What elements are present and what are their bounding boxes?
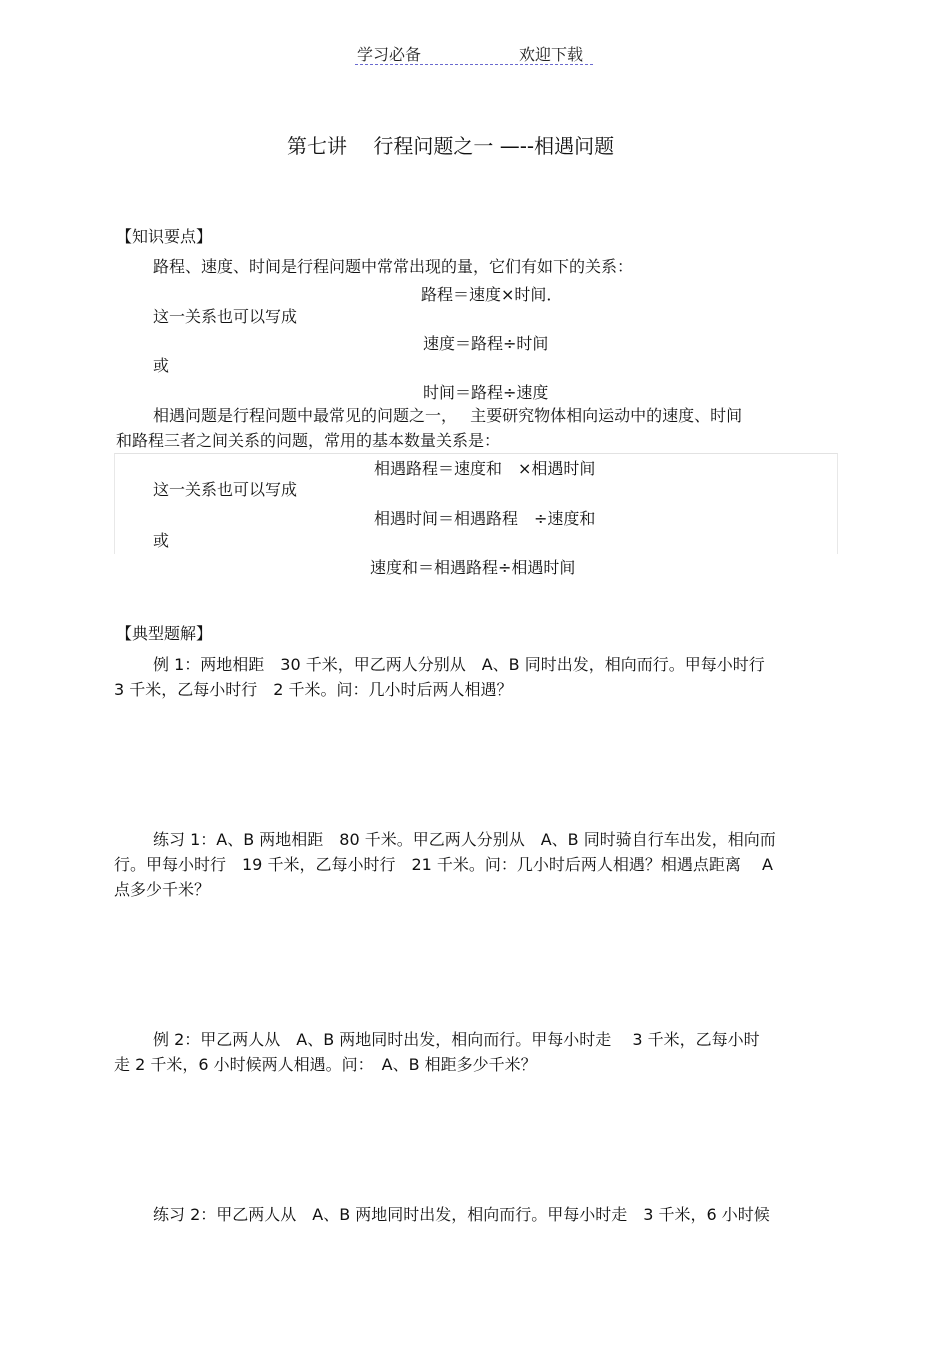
practice2-line1: 练习 2：甲乙两人从 A、B 两地同时出发，相向而行。甲每小时走 3 千米，6 小时候 [153, 1205, 770, 1224]
page-header [355, 42, 593, 65]
meet-intro-line2: 和路程三者之间关系的问题，常用的基本数量关系是： [116, 431, 501, 450]
example2-line1: 例 2：甲乙两人从 A、B 两地同时出发，相向而行。甲每小时走 3 千米，乙每小时 [153, 1030, 760, 1049]
practice1-line2: 行。甲每小时行 19 千米，乙每小时行 21 千米。问：几小时后两人相遇？相遇点距离 A [114, 855, 773, 874]
formula-speed: 速度＝路程÷时间 [423, 334, 549, 353]
knowledge-intro: 路程、速度、时间是行程问题中常常出现的量，它们有如下的关系： [153, 257, 634, 276]
meet-intro-line1: 相遇问题是行程问题中最常见的问题之一， 主要研究物体相向运动中的速度、时间 [153, 406, 743, 425]
also-write-text-2: 这一关系也可以写成 [153, 480, 298, 499]
formula-time: 时间＝路程÷速度 [423, 383, 549, 402]
practice1-line1: 练习 1：A、B 两地相距 80 千米。甲乙两人分别从 A、B 同时骑自行车出发，相向而 [153, 830, 776, 849]
typical-heading: 【典型题解】 [116, 624, 213, 643]
meet-formula-distance: 相遇路程＝速度和 ×相遇时间 [374, 459, 596, 478]
knowledge-heading: 【知识要点】 [116, 227, 213, 246]
meet-formula-speed: 速度和＝相遇路程÷相遇时间 [370, 558, 576, 577]
example1-line1: 例 1：两地相距 30 千米，甲乙两人分别从 A、B 同时出发，相向而行。甲每小时行 [153, 655, 765, 674]
header-left-text: 学习必备 [357, 45, 422, 64]
example1-line2: 3 千米，乙每小时行 2 千米。问：几小时后两人相遇？ [114, 680, 513, 699]
practice1-line3: 点多少千米？ [114, 880, 211, 899]
also-write-text: 这一关系也可以写成 [153, 307, 298, 326]
page-title: 第七讲 行程问题之一 —--相遇问题 [287, 134, 615, 158]
or-text-2: 或 [153, 531, 170, 550]
or-text: 或 [153, 356, 170, 375]
example2-line2: 走 2 千米，6 小时候两人相遇。问： A、B 相距多少千米？ [114, 1055, 537, 1074]
meet-formula-time: 相遇时间＝相遇路程 ÷速度和 [374, 509, 596, 528]
header-right-text: 欢迎下载 [519, 45, 584, 64]
formula-distance: 路程＝速度×时间． [421, 285, 563, 304]
